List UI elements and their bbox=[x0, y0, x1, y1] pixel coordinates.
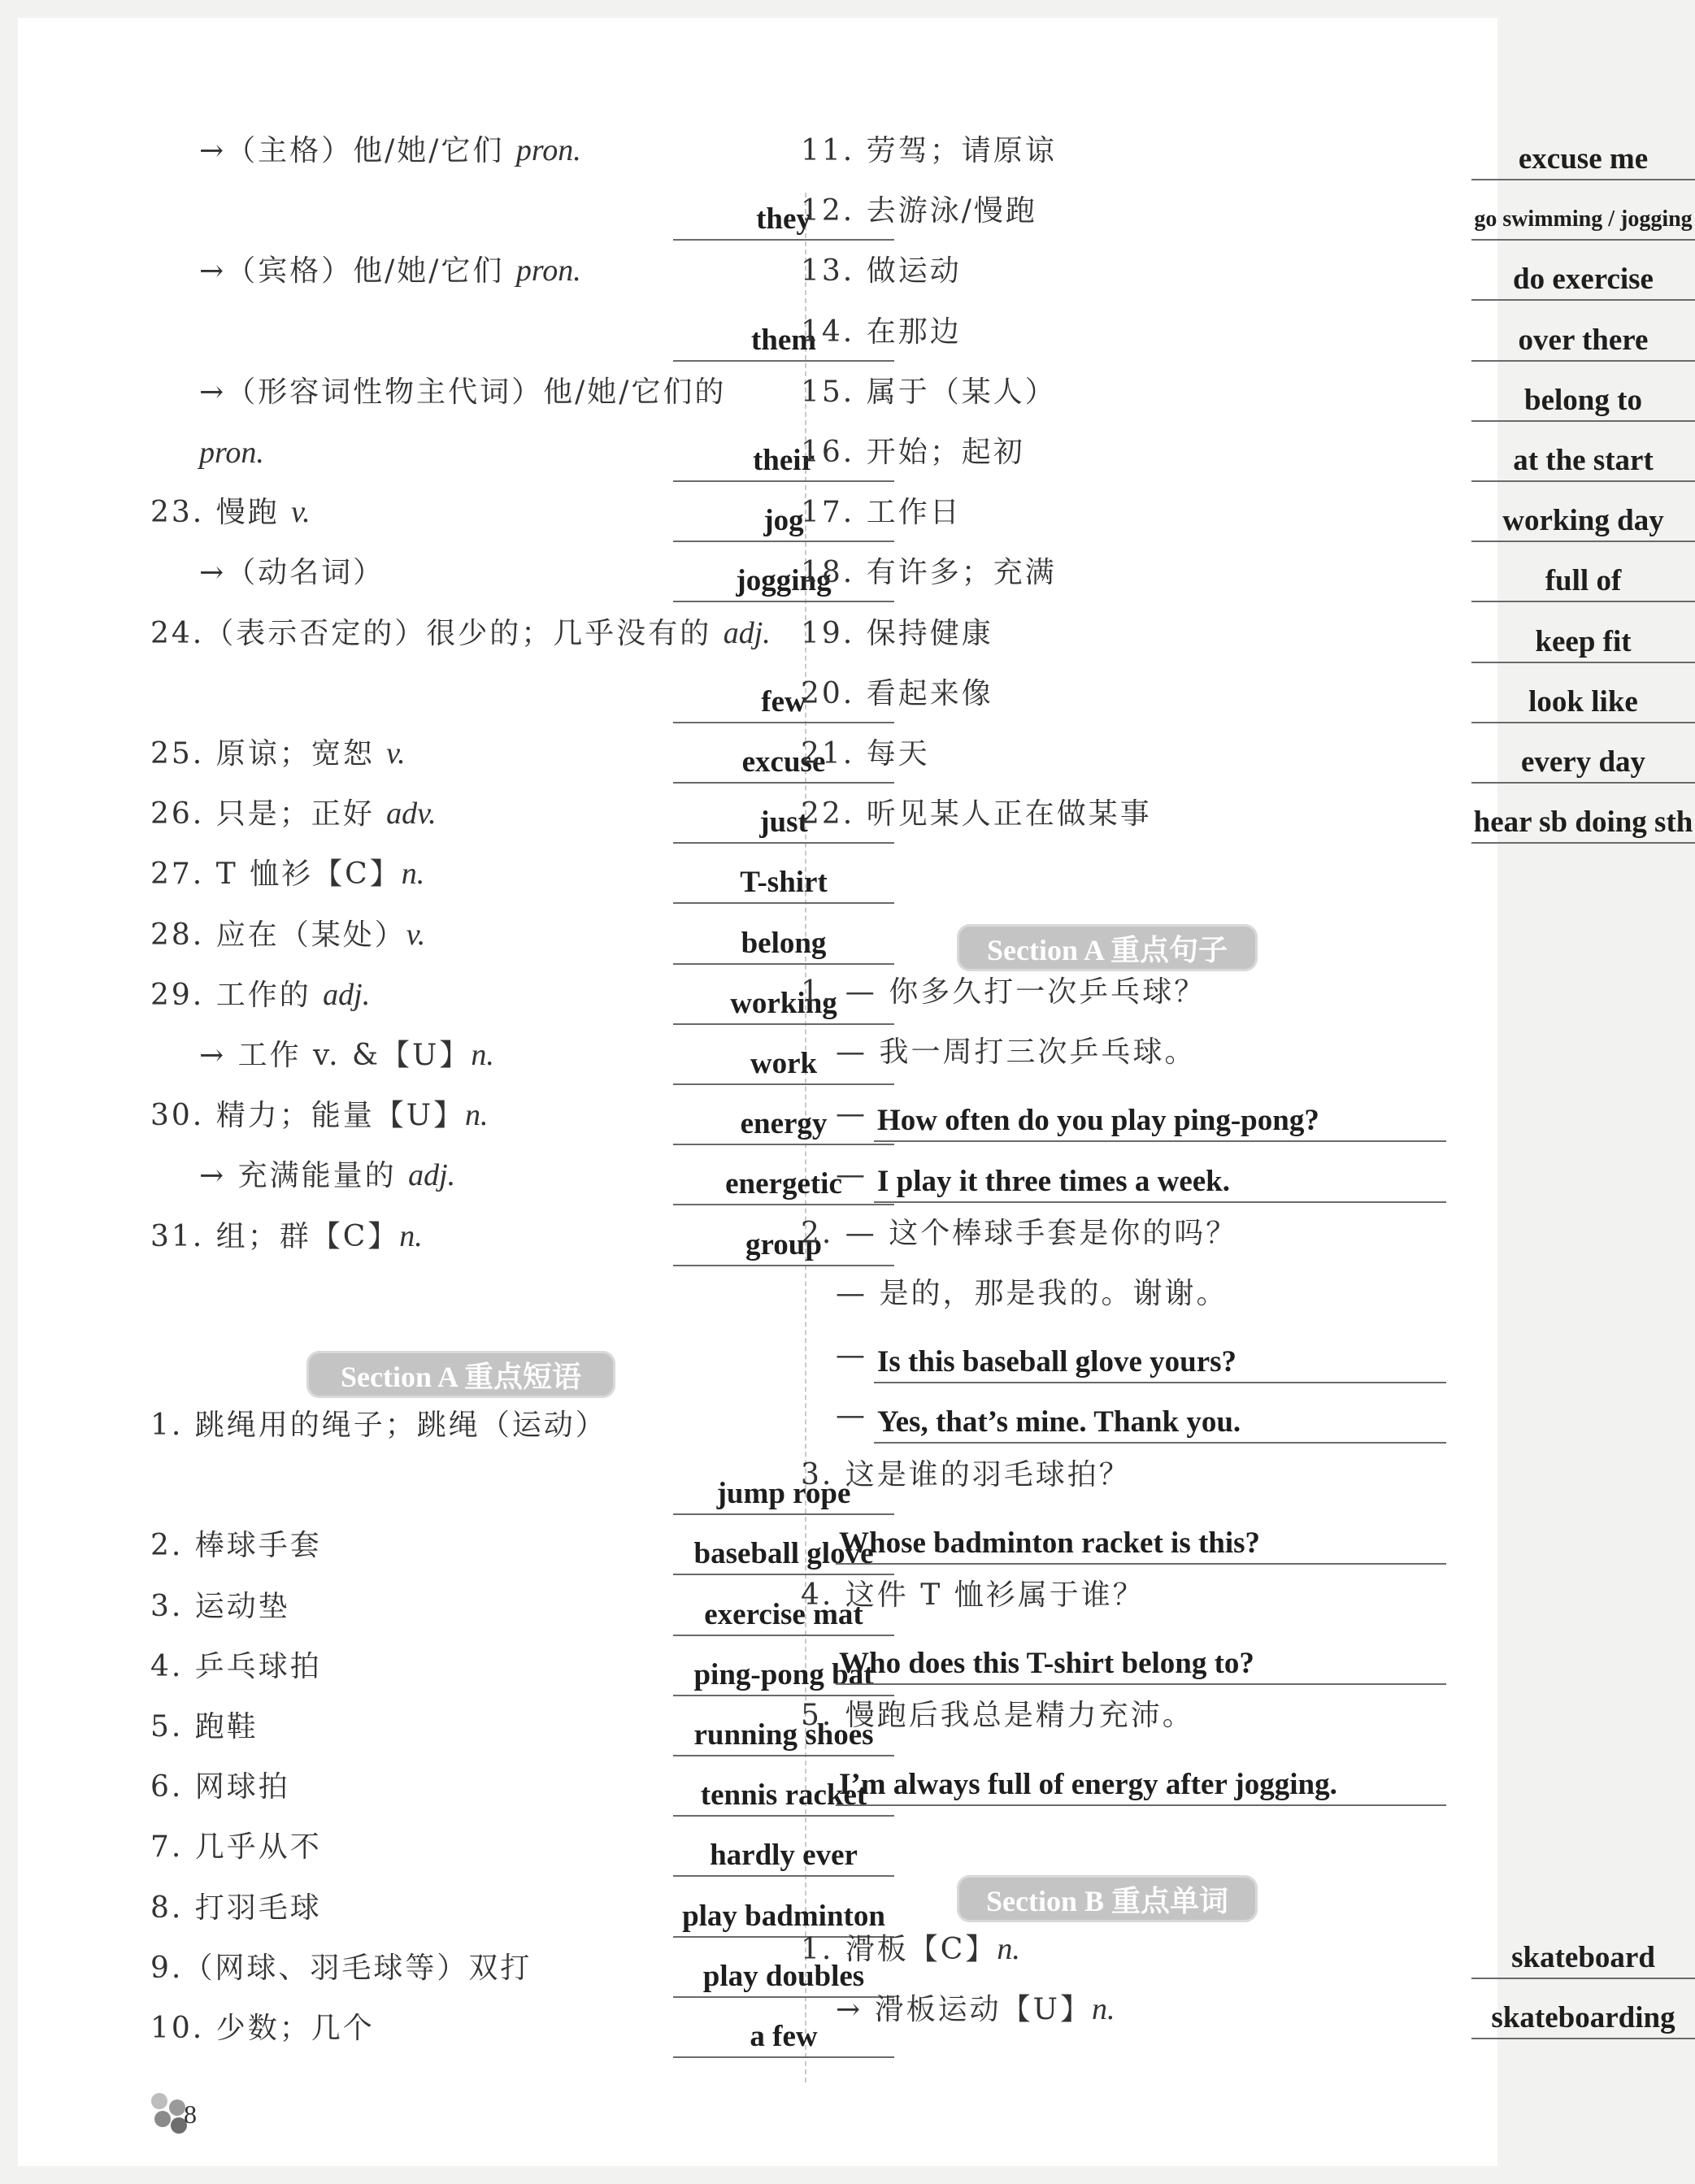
answer-text: every day bbox=[1520, 745, 1646, 779]
prompt-text: 14. 在那边 bbox=[801, 315, 962, 349]
chinese-prompt bbox=[150, 1704, 259, 1745]
answer-text: they bbox=[756, 202, 811, 237]
entry-row bbox=[801, 963, 1443, 1022]
part-of-speech: n. bbox=[997, 1932, 1020, 1966]
answer-text: T-shirt bbox=[740, 866, 828, 900]
prompt-text: 1. — 你多久打一次乒乓球？ bbox=[801, 975, 1206, 1009]
prompt-text: 2. 棒球手套 bbox=[150, 1529, 322, 1563]
chinese-prompt bbox=[150, 912, 425, 953]
prompt-text: →（形容词性物主代词）他/她/它们的 bbox=[199, 375, 727, 409]
entry-row bbox=[801, 1626, 1443, 1685]
chinese-prompt bbox=[150, 610, 771, 652]
chinese-prompt bbox=[150, 2005, 375, 2047]
prompt-text: 25. 原谅；宽恕 bbox=[150, 737, 387, 771]
answer-line[interactable] bbox=[1471, 371, 1695, 422]
entry-row bbox=[801, 182, 1693, 241]
chinese-prompt bbox=[801, 791, 1152, 832]
part-of-speech: pron. bbox=[515, 254, 581, 289]
chinese-prompt bbox=[801, 369, 1057, 410]
answer-text: energy bbox=[740, 1107, 828, 1141]
prompt-text: 20. 看起来像 bbox=[801, 676, 993, 710]
part-of-speech: n. bbox=[399, 1218, 423, 1253]
chinese-prompt bbox=[150, 1945, 532, 1986]
answer-text: working day bbox=[1502, 504, 1664, 538]
section-heading-text: Section A 重点句子 bbox=[986, 933, 1228, 966]
answer-text: belong bbox=[741, 926, 827, 960]
entry-row bbox=[801, 1506, 1443, 1565]
answer-text: just bbox=[759, 805, 808, 840]
answer-text: jump rope bbox=[716, 1477, 851, 1511]
part-of-speech: v. bbox=[291, 495, 311, 530]
entry-row bbox=[801, 423, 1654, 482]
answer-text: energetic bbox=[725, 1167, 842, 1201]
chinese-prompt bbox=[836, 1029, 1196, 1070]
entry-row bbox=[801, 1385, 1443, 1444]
chinese-prompt bbox=[801, 671, 993, 712]
entry-row bbox=[150, 966, 837, 1025]
prompt-text: →（动名词） bbox=[199, 556, 385, 590]
answer-text: Whose badminton racket is this? bbox=[839, 1526, 1261, 1560]
entry-row bbox=[150, 1939, 865, 1998]
prompt-text: 1. 滑板【C】 bbox=[801, 1933, 997, 1966]
answer-text: working bbox=[730, 986, 837, 1020]
entry-row bbox=[801, 1023, 1443, 1082]
prompt-text: 29. 工作的 bbox=[150, 978, 324, 1012]
answer-line[interactable] bbox=[1471, 492, 1695, 542]
entry-row bbox=[150, 725, 826, 784]
entry-row bbox=[150, 1578, 863, 1636]
prompt-text: 10. 少数；几个 bbox=[150, 2012, 375, 2045]
answer-line[interactable] bbox=[874, 1153, 1446, 1203]
chinese-prompt bbox=[199, 1032, 494, 1074]
prompt-text: 2. — 这个棒球手套是你的吗？ bbox=[801, 1216, 1238, 1250]
answer-text: excuse bbox=[741, 745, 826, 779]
dash-text: — bbox=[836, 1399, 867, 1433]
part-of-speech: n. bbox=[401, 857, 425, 892]
answer-text: do exercise bbox=[1513, 263, 1654, 297]
prompt-text: → 滑板运动【U】 bbox=[836, 1993, 1092, 2027]
entry-row bbox=[801, 725, 1646, 784]
part-of-speech: adj. bbox=[723, 615, 771, 650]
prompt-text: 5. 慢跑后我总是精力充沛。 bbox=[801, 1699, 1194, 1733]
prompt-text: 4. 这件 T 恤衫属于谁？ bbox=[801, 1578, 1145, 1612]
answer-line[interactable] bbox=[1471, 432, 1695, 482]
entry-row bbox=[150, 906, 827, 965]
entry-row bbox=[150, 665, 806, 723]
prompt-text: 5. 跑鞋 bbox=[150, 1710, 259, 1743]
answer-text: look like bbox=[1528, 684, 1638, 719]
prompt-text: 8. 打羽毛球 bbox=[150, 1891, 322, 1925]
prompt-text: 13. 做运动 bbox=[801, 254, 962, 289]
part-of-speech: adj. bbox=[323, 977, 371, 1012]
entry-row bbox=[801, 1921, 1655, 1979]
part-of-speech: n. bbox=[1091, 1992, 1115, 2027]
answer-text: baseball glove bbox=[693, 1537, 874, 1571]
answer-text: skateboard bbox=[1511, 1941, 1655, 1974]
chinese-prompt bbox=[801, 549, 1057, 591]
answer-line[interactable] bbox=[1471, 733, 1695, 784]
answer-line[interactable] bbox=[874, 1092, 1446, 1142]
entry-row bbox=[150, 1517, 874, 1575]
part-of-speech: n. bbox=[471, 1038, 494, 1072]
chinese-prompt bbox=[150, 1402, 607, 1444]
answer-line[interactable] bbox=[1471, 311, 1695, 362]
dash-marker bbox=[836, 1097, 867, 1131]
chinese-prompt bbox=[801, 1572, 1145, 1613]
prompt-text: 31. 组；群【C】 bbox=[150, 1219, 400, 1253]
answer-text: over there bbox=[1518, 323, 1649, 357]
answer-line[interactable] bbox=[836, 1756, 1446, 1806]
answer-line[interactable] bbox=[1471, 250, 1695, 301]
chinese-prompt bbox=[150, 1583, 290, 1625]
answer-line[interactable] bbox=[673, 914, 894, 965]
answer-text: their bbox=[752, 444, 815, 477]
answer-line[interactable] bbox=[874, 1333, 1446, 1383]
entry-row bbox=[150, 1027, 818, 1085]
entry-row bbox=[801, 1446, 1443, 1504]
dash-marker bbox=[836, 1158, 867, 1192]
answer-text: work bbox=[750, 1047, 818, 1080]
chinese-prompt bbox=[150, 731, 406, 772]
chinese-prompt bbox=[801, 1926, 1020, 1968]
chinese-prompt bbox=[199, 248, 581, 289]
prompt-text: 15. 属于（某人） bbox=[801, 375, 1057, 409]
entry-row bbox=[150, 182, 811, 241]
entry-row bbox=[801, 303, 1649, 362]
answer-text: play badminton bbox=[682, 1899, 885, 1933]
answer-text: a few bbox=[750, 2020, 818, 2053]
chinese-prompt bbox=[150, 791, 437, 832]
answer-text: exercise mat bbox=[704, 1597, 863, 1631]
chinese-prompt bbox=[150, 1092, 489, 1134]
chinese-prompt bbox=[199, 549, 385, 591]
part-of-speech: pron. bbox=[515, 133, 581, 167]
chinese-prompt bbox=[801, 731, 930, 772]
section-heading-badge bbox=[957, 1875, 1258, 1922]
entry-row bbox=[150, 1208, 822, 1266]
part-of-speech: n. bbox=[465, 1098, 489, 1133]
chinese-prompt bbox=[150, 1643, 322, 1685]
chinese-prompt bbox=[801, 610, 993, 652]
entry-row bbox=[801, 1687, 1443, 1745]
entry-row bbox=[801, 1748, 1443, 1806]
entry-row bbox=[801, 1325, 1443, 1383]
dash-text: — bbox=[836, 1097, 867, 1131]
prompt-text: 1. 跳绳用的绳子；跳绳（运动） bbox=[150, 1409, 607, 1442]
entry-row bbox=[150, 1818, 858, 1877]
prompt-text: 3. 这是谁的羽毛球拍？ bbox=[801, 1457, 1131, 1491]
chinese-prompt bbox=[836, 1986, 1115, 2028]
workbook-page bbox=[18, 18, 1693, 2166]
answer-text: hear sb doing sth bbox=[1473, 805, 1693, 840]
part-of-speech: v. bbox=[406, 917, 426, 952]
part-of-speech: v. bbox=[386, 736, 406, 771]
entry-row bbox=[150, 1879, 885, 1938]
entry-row bbox=[801, 1566, 1443, 1625]
entry-row bbox=[801, 1205, 1443, 1263]
prompt-text: 17. 工作日 bbox=[801, 496, 962, 530]
chinese-prompt bbox=[150, 1522, 322, 1564]
prompt-text: 24.（表示否定的）很少的；几乎没有的 bbox=[150, 616, 724, 650]
answer-line[interactable] bbox=[1471, 552, 1695, 602]
prompt-text: 22. 听见某人正在做某事 bbox=[801, 797, 1152, 831]
prompt-text: 19. 保持健康 bbox=[801, 616, 993, 650]
entry-row bbox=[801, 363, 1642, 422]
answer-line[interactable] bbox=[1471, 793, 1695, 844]
page-number: 8 bbox=[184, 2099, 197, 2129]
chinese-prompt bbox=[199, 128, 581, 169]
answer-text: hardly ever bbox=[710, 1839, 858, 1873]
part-of-speech: pron. bbox=[199, 436, 264, 470]
entry-row bbox=[150, 1638, 874, 1696]
prompt-text: 27. T 恤衫【C】 bbox=[150, 858, 402, 892]
prompt-text: 7. 几乎从不 bbox=[150, 1830, 322, 1865]
entry-row bbox=[801, 605, 1632, 663]
entry-row bbox=[801, 242, 1654, 301]
dash-marker bbox=[836, 1339, 867, 1372]
prompt-text: — 是的，那是我的。谢谢。 bbox=[836, 1277, 1228, 1310]
answer-line[interactable] bbox=[1471, 1989, 1695, 2039]
chinese-prompt bbox=[801, 128, 1057, 169]
entry-row bbox=[150, 122, 776, 180]
chinese-prompt bbox=[150, 1885, 322, 1926]
answer-text: skateboarding bbox=[1491, 2001, 1675, 2035]
answer-line[interactable] bbox=[836, 1635, 1446, 1685]
entry-row bbox=[150, 1396, 776, 1455]
chinese-prompt bbox=[801, 309, 962, 350]
entry-row bbox=[801, 484, 1664, 542]
answer-text: excuse me bbox=[1518, 142, 1649, 176]
entry-row bbox=[150, 605, 776, 663]
chinese-prompt bbox=[150, 489, 311, 531]
answer-text: running shoes bbox=[693, 1718, 874, 1752]
prompt-text: 11. 劳驾；请原谅 bbox=[801, 134, 1057, 167]
entry-row bbox=[801, 1265, 1443, 1323]
prompt-text: 18. 有许多；充满 bbox=[801, 556, 1057, 590]
entry-row bbox=[801, 1083, 1443, 1142]
answer-text: tennis racket bbox=[700, 1778, 867, 1813]
entry-row bbox=[801, 122, 1649, 180]
entry-row bbox=[150, 1758, 867, 1817]
answer-line[interactable] bbox=[1471, 1929, 1695, 1979]
section-heading-text: Section B 重点单词 bbox=[985, 1884, 1228, 1917]
answer-text: ping-pong bat bbox=[693, 1657, 874, 1691]
answer-text: I’m always full of energy after jogging. bbox=[839, 1767, 1337, 1801]
chinese-prompt bbox=[801, 1210, 1237, 1252]
dash-text: — bbox=[836, 1157, 867, 1192]
entry-row bbox=[150, 1999, 818, 2058]
entry-row bbox=[150, 363, 776, 422]
answer-line[interactable] bbox=[836, 1514, 1446, 1565]
chinese-prompt bbox=[801, 1452, 1131, 1493]
prompt-text: 12. 去游泳/慢跑 bbox=[801, 194, 1037, 228]
answer-line[interactable] bbox=[673, 853, 894, 904]
prompt-text: 28. 应在（某处） bbox=[150, 918, 406, 952]
prompt-text: 30. 精力；能量【U】 bbox=[150, 1099, 466, 1133]
section-heading-text: Section A 重点短语 bbox=[340, 1360, 582, 1393]
section-heading-badge bbox=[306, 1351, 615, 1398]
answer-text: few bbox=[761, 684, 806, 719]
chinese-prompt bbox=[150, 1214, 423, 1255]
answer-text: keep fit bbox=[1535, 624, 1632, 658]
chinese-prompt bbox=[150, 972, 370, 1014]
answer-text: jogging bbox=[736, 564, 832, 598]
answer-line[interactable] bbox=[874, 1393, 1446, 1444]
entry-row bbox=[801, 665, 1638, 723]
answer-text: How often do you play ping-pong? bbox=[877, 1104, 1319, 1138]
chinese-prompt bbox=[150, 1824, 322, 1865]
entry-row bbox=[150, 1087, 828, 1145]
entry-row bbox=[150, 544, 832, 602]
answer-text: Yes, that’s mine. Thank you. bbox=[877, 1405, 1241, 1439]
entry-row bbox=[150, 1457, 851, 1515]
answer-text: Who does this T-shirt belong to? bbox=[839, 1647, 1254, 1681]
chinese-prompt bbox=[801, 248, 962, 289]
chinese-prompt bbox=[801, 969, 1206, 1010]
prompt-text: 6. 网球拍 bbox=[150, 1770, 290, 1804]
chinese-prompt bbox=[801, 429, 1025, 471]
dash-text: — bbox=[836, 1339, 867, 1373]
answer-text: belong to bbox=[1524, 383, 1642, 417]
prompt-text: 9.（网球、羽毛球等）双打 bbox=[150, 1951, 532, 1985]
entry-row bbox=[150, 845, 828, 904]
answer-text: group bbox=[745, 1227, 822, 1261]
chinese-prompt bbox=[801, 188, 1037, 229]
prompt-text: 3. 运动垫 bbox=[150, 1589, 290, 1623]
entry-row bbox=[801, 785, 1693, 844]
answer-text: jog bbox=[763, 504, 804, 538]
answer-text: Is this baseball glove yours? bbox=[877, 1345, 1237, 1379]
entry-row bbox=[150, 785, 808, 844]
prompt-text: →（主格）他/她/它们 bbox=[199, 134, 516, 167]
entry-row bbox=[150, 1147, 842, 1205]
answer-line[interactable] bbox=[673, 1826, 894, 1877]
entry-row bbox=[150, 303, 817, 362]
prompt-text: →（宾格）他/她/它们 bbox=[199, 254, 516, 289]
answer-text: full of bbox=[1545, 564, 1622, 598]
prompt-text: → 工作 v. &【U】 bbox=[199, 1039, 472, 1072]
part-of-speech: adv. bbox=[386, 797, 437, 831]
entry-row bbox=[150, 1698, 874, 1756]
prompt-text: 21. 每天 bbox=[801, 737, 930, 771]
prompt-text: 26. 只是；正好 bbox=[150, 797, 387, 831]
dash-marker bbox=[836, 1399, 867, 1432]
entry-row bbox=[150, 423, 815, 482]
chinese-prompt bbox=[199, 369, 726, 410]
answer-line[interactable] bbox=[1471, 673, 1695, 723]
prompt-text: → 充满能量的 bbox=[199, 1159, 409, 1193]
chinese-prompt bbox=[150, 1764, 290, 1805]
chinese-prompt bbox=[199, 435, 264, 471]
answer-line[interactable] bbox=[1471, 613, 1695, 663]
part-of-speech: adj. bbox=[408, 1158, 456, 1193]
answer-line[interactable] bbox=[1471, 130, 1695, 180]
prompt-text: 23. 慢跑 bbox=[150, 496, 292, 530]
entry-row bbox=[801, 1144, 1443, 1203]
entry-row bbox=[150, 484, 804, 542]
prompt-text: 16. 开始；起初 bbox=[801, 436, 1025, 469]
chinese-prompt bbox=[801, 489, 962, 531]
prompt-text: 4. 乒乓球拍 bbox=[150, 1649, 322, 1683]
prompt-text: — 我一周打三次乒乓球。 bbox=[836, 1036, 1197, 1070]
entry-row bbox=[801, 1981, 1675, 2039]
answer-text: them bbox=[750, 323, 817, 357]
entry-row bbox=[801, 544, 1622, 602]
chinese-prompt bbox=[801, 1692, 1194, 1734]
answer-text: play doubles bbox=[702, 1959, 865, 1993]
entry-row bbox=[150, 242, 776, 301]
chinese-prompt bbox=[836, 1270, 1228, 1312]
chinese-prompt bbox=[199, 1153, 455, 1194]
chinese-prompt bbox=[150, 851, 424, 892]
answer-line[interactable] bbox=[1471, 190, 1695, 241]
answer-text: go swimming / jogging bbox=[1474, 206, 1693, 232]
answer-text: at the start bbox=[1513, 444, 1654, 477]
answer-text: I play it three times a week. bbox=[877, 1164, 1230, 1198]
